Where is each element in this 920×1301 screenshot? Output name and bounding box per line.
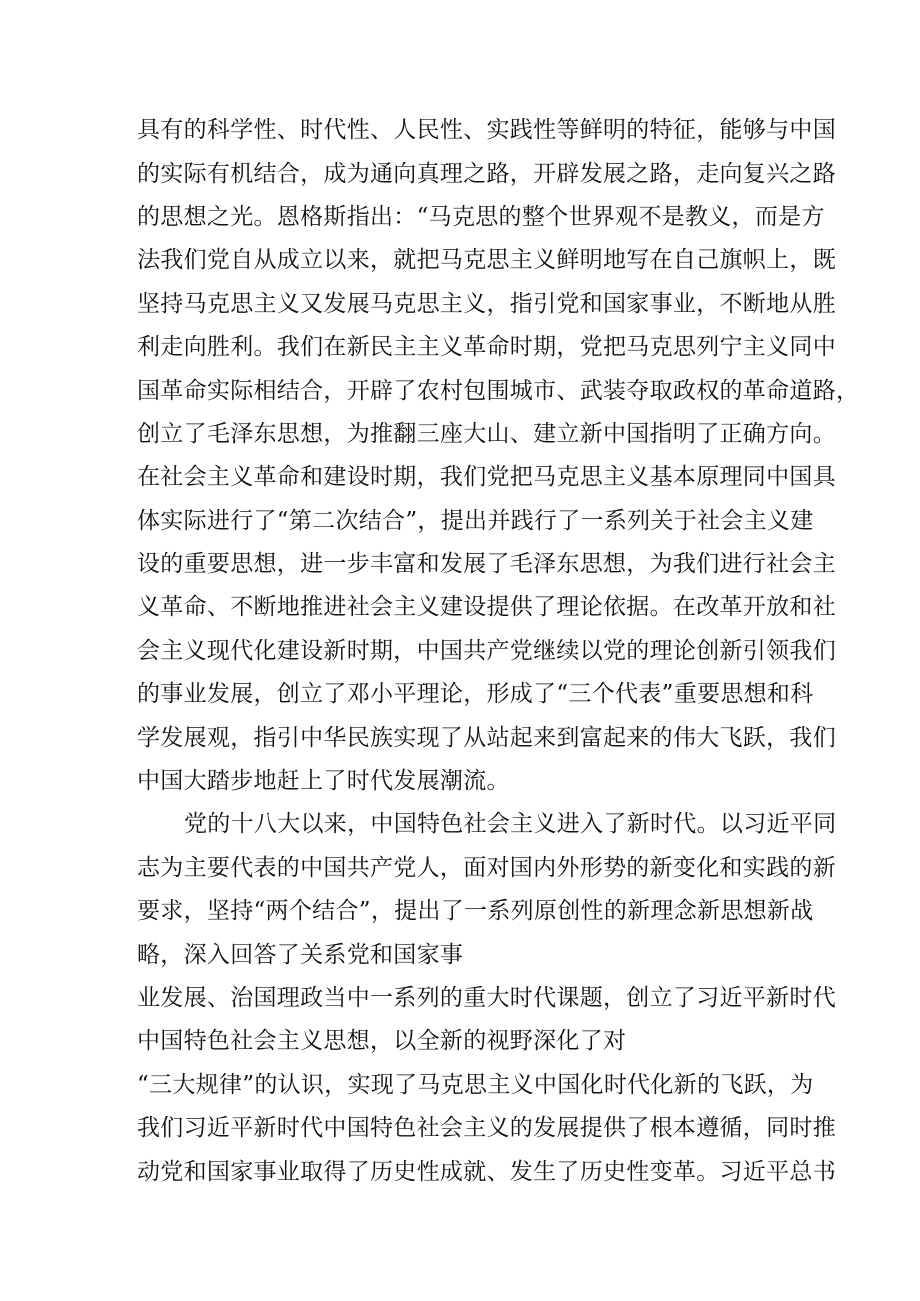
text-line: 利走向胜利。我们在新民主主义革命时期，党把马克思列宁主义同中 xyxy=(137,334,836,360)
text-line: 中国特色社会主义思想，以全新的视野深化了对 xyxy=(137,1028,627,1054)
text-line: 体实际进行了“第二次结合”，提出并践行了一系列关于社会主义建 xyxy=(137,508,814,534)
text-line: 的思想之光。恩格斯指出：“马克思的整个世界观不是教义，而是方 xyxy=(137,204,825,230)
text-line: 国革命实际相结合，开辟了农村包围城市、武装夺取政权的革命道路， xyxy=(137,378,860,404)
text-line: 设的重要思想，进一步丰富和发展了毛泽东思想，为我们进行社会主 xyxy=(137,551,836,577)
text-line: 会主义现代化建设新时期，中国共产党继续以党的理论创新引领我们 xyxy=(137,638,836,664)
text-line: 学发展观，指引中华民族实现了从站起来到富起来的伟大飞跃，我们 xyxy=(137,725,836,751)
text-line: 义革命、不断地推进社会主义建设提供了理论依据。在改革开放和社 xyxy=(137,594,836,620)
text-line: 坚持马克思主义又发展马克思主义，指引党和国家事业，不断地从胜 xyxy=(137,291,836,317)
text-line: 志为主要代表的中国共产党人，面对国内外形势的新变化和实践的新 xyxy=(137,855,836,881)
text-line: 的事业发展，创立了邓小平理论，形成了“三个代表”重要思想和科 xyxy=(137,681,814,707)
text-line: 业发展、治国理政当中一系列的重大时代课题，创立了习近平新时代 xyxy=(137,985,836,1011)
text-line: 在社会主义革命和建设时期，我们党把马克思主义基本原理同中国具 xyxy=(137,464,836,490)
text-line: 中国大踏步地赶上了时代发展潮流。 xyxy=(137,768,510,794)
text-line: 创立了毛泽东思想，为推翻三座大山、建立新中国指明了正确方向。 xyxy=(137,421,836,447)
text-line: 动党和国家事业取得了历史性成就、发生了历史性变革。习近平总书 xyxy=(137,1159,836,1185)
text-line: “三大规律”的认识，实现了马克思主义中国化时代化新的飞跃，为 xyxy=(137,1072,814,1098)
text-line: 我们习近平新时代中国特色社会主义的发展提供了根本遵循，同时推 xyxy=(137,1115,836,1141)
text-line: 略，深入回答了关系党和国家事 xyxy=(137,942,464,968)
text-line: 的实际有机结合，成为通向真理之路，开辟发展之路，走向复兴之路 xyxy=(137,161,836,187)
text-line: 具有的科学性、时代性、人民性、实践性等鲜明的特征，能够与中国 xyxy=(137,117,836,143)
text-line: 要求，坚持“两个结合”，提出了一系列原创性的新理念新思想新战 xyxy=(137,898,814,924)
paragraph-start-line: 党的十八大以来，中国特色社会主义进入了新时代。以习近平同 xyxy=(184,811,837,837)
text-line: 法我们党自从成立以来，就把马克思主义鲜明地写在自己旗帜上，既 xyxy=(137,247,836,273)
